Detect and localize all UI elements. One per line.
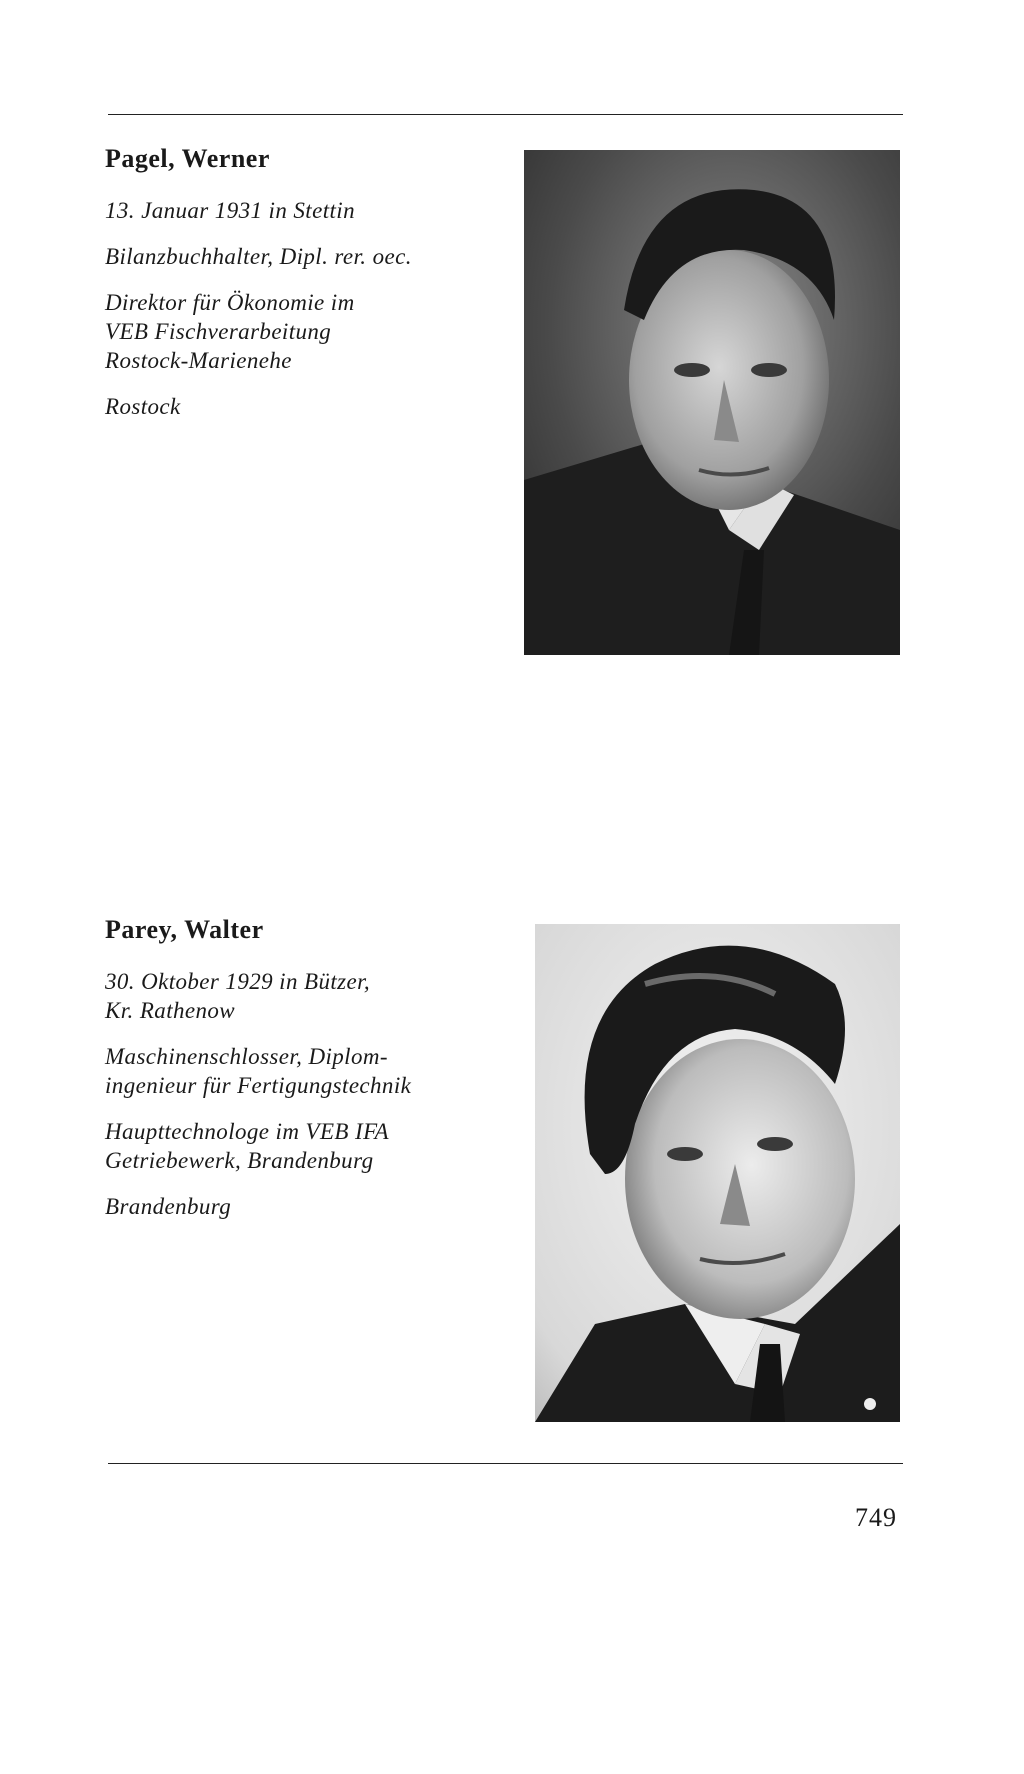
profession-line: ingenieur für Fertigungstechnik	[105, 1073, 412, 1098]
residence-line: Brandenburg	[105, 1194, 232, 1219]
position-line: Rostock-Marienehe	[105, 348, 292, 373]
top-rule	[108, 114, 903, 115]
portrait-photo-pagel	[524, 150, 900, 655]
entry-pagel	[105, 142, 525, 438]
birth-line: Kr. Rathenow	[105, 998, 236, 1023]
entry-parey	[105, 913, 525, 1238]
profession-line: Maschinenschlosser, Diplom-	[105, 1044, 388, 1069]
position-line: VEB Fischverarbeitung	[105, 319, 332, 344]
position-line: Haupttechnologe im VEB IFA	[105, 1119, 389, 1144]
bottom-rule	[108, 1463, 903, 1464]
position-line: Direktor für Ökonomie im	[105, 290, 355, 315]
page-number: 749	[855, 1503, 897, 1532]
birth-line: 30. Oktober 1929 in Bützer,	[105, 969, 371, 994]
profession-line: Bilanzbuchhalter, Dipl. rer. oec.	[105, 244, 412, 269]
entry-name: Parey, Walter	[105, 915, 264, 944]
position-line: Getriebewerk, Brandenburg	[105, 1148, 374, 1173]
portrait-photo-parey	[535, 924, 900, 1422]
residence-line: Rostock	[105, 394, 181, 419]
portrait-image	[524, 150, 900, 655]
birth-line: 13. Januar 1931 in Stettin	[105, 198, 355, 223]
entry-name: Pagel, Werner	[105, 144, 270, 173]
portrait-image	[535, 924, 900, 1422]
